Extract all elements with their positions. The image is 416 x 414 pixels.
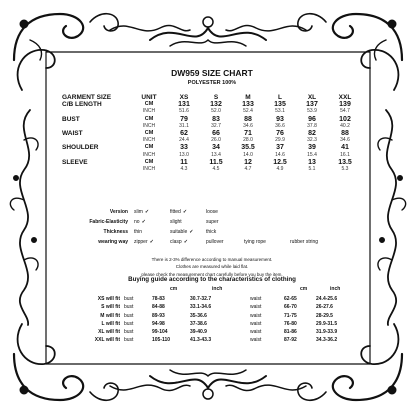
inch-value: 40.2	[340, 122, 350, 129]
garment-attributes	[62, 207, 362, 247]
check-icon: ✓	[141, 219, 146, 225]
cm-value: 83	[212, 115, 220, 123]
cm-value: 12.5	[273, 158, 287, 166]
attribute-option: fitted ✓	[170, 209, 188, 215]
table-row	[62, 108, 362, 115]
cm-value: 41	[341, 144, 349, 152]
attribute-option: no ✓	[134, 219, 146, 225]
attribute-option: slim ✓	[134, 209, 150, 215]
inch-value: 52.0	[211, 108, 221, 115]
fit-label: S will fit	[101, 304, 120, 311]
check-icon: ✓	[183, 239, 188, 245]
material-label: POLYESTER 100%	[187, 80, 237, 86]
fit-label: XXL will fit	[94, 337, 120, 344]
cm-value: 131	[178, 101, 190, 109]
table-row	[62, 137, 362, 144]
unit-cm: CM	[144, 115, 154, 122]
inch-value: 5.1	[308, 166, 316, 173]
attribute-label: Fabric-Elasticity	[89, 219, 128, 225]
attribute-option: slight	[170, 219, 182, 225]
header-size: S	[213, 94, 219, 101]
inch-value: 53.1	[275, 108, 285, 115]
attribute-option: pullover	[206, 239, 224, 245]
header-size: XXL	[338, 94, 352, 101]
table-row	[62, 123, 362, 130]
attribute-row	[62, 207, 362, 217]
cm-value: 37	[276, 144, 284, 152]
table-row	[62, 101, 362, 108]
fit-label: L will fit	[101, 320, 120, 327]
cm-value: 133	[242, 101, 254, 109]
cm-value: 62	[180, 130, 188, 138]
cm-value: 96	[308, 115, 316, 123]
attribute-label: Version	[109, 209, 128, 215]
cm-value: 102	[339, 115, 351, 123]
inch-value: 14.0	[243, 151, 253, 158]
inch-value: 32.3	[307, 137, 317, 144]
table-row: L will fit bust 94-98 37-38.6 waist 76-80 29.9-31.5	[62, 320, 362, 328]
header-size: XS	[179, 94, 189, 101]
chart-title: DW959 SIZE CHART	[171, 68, 253, 78]
measure-name: SLEEVE	[62, 158, 88, 166]
cm-value: 12	[244, 158, 252, 166]
guide-cm-header: cm	[300, 286, 308, 292]
attribute-option: clasp ✓	[170, 239, 188, 245]
check-icon: ✓	[182, 209, 188, 215]
table-row: M will fit bust 89-93 35-36.6 waist 71-75 28-29.5	[62, 312, 362, 320]
attribute-option: super	[206, 219, 219, 225]
unit-cm: CM	[144, 144, 154, 151]
inch-value: 4.3	[180, 166, 188, 173]
guide-cm-header: cm	[170, 286, 178, 292]
measure-name: WAIST	[62, 130, 83, 138]
table-row: XXL will fit bust 105-110 41.3-43.3 waist 87-92 34.3-36.2	[62, 336, 362, 344]
buying-guide-title: Buying guide according to the characteristics of clothing	[128, 276, 296, 283]
measure-name: BUST	[62, 115, 80, 123]
inch-value: 4.5	[212, 166, 220, 173]
table-row: XS will fit bust 78-83 30.7-32.7 waist 62-65 24.4-25.6	[62, 295, 362, 303]
fit-label: XL will fit	[98, 329, 120, 336]
header-size: XL	[307, 94, 317, 101]
attribute-option: loose	[206, 209, 218, 215]
inch-value: 34.6	[243, 122, 253, 129]
attribute-row	[62, 217, 362, 227]
attribute-option: suitable ✓	[170, 229, 194, 235]
inch-value: 31.1	[179, 122, 189, 129]
table-row	[62, 116, 362, 123]
cm-value: 39	[308, 144, 316, 152]
inch-value: 16.1	[340, 151, 350, 158]
attribute-option: tying rope	[244, 239, 266, 245]
unit-inch: INCH	[142, 151, 156, 158]
cm-value: 88	[341, 130, 349, 138]
cm-value: 135	[274, 101, 286, 109]
header-garment-size: GARMENT SIZE	[62, 94, 112, 101]
unit-inch: INCH	[142, 108, 156, 115]
inch-value: 37.8	[307, 122, 317, 129]
attribute-label: wearing way	[98, 239, 128, 245]
cm-value: 66	[212, 130, 220, 138]
header-unit: UNIT	[141, 94, 157, 101]
fit-label: M will fit	[100, 312, 120, 319]
inch-value: 4.9	[276, 166, 284, 173]
inch-value: 29.9	[275, 137, 285, 144]
inch-value: 54.7	[340, 108, 350, 115]
inch-value: 24.4	[179, 137, 189, 144]
inch-value: 36.6	[275, 122, 285, 129]
table-row	[62, 130, 362, 137]
header-size: M	[245, 94, 251, 101]
unit-cm: CM	[144, 130, 154, 137]
attribute-option: thick	[206, 229, 217, 235]
inch-value: 26.0	[211, 137, 221, 144]
attribute-row	[62, 227, 362, 237]
cm-value: 132	[210, 101, 222, 109]
cm-value: 13	[308, 158, 316, 166]
attribute-option: thin	[134, 229, 143, 235]
cm-value: 11	[180, 158, 188, 166]
unit-inch: INCH	[142, 122, 156, 129]
cm-value: 88	[244, 115, 252, 123]
measure-name: SHOULDER	[62, 144, 99, 152]
size-table	[62, 94, 362, 173]
cm-value: 137	[306, 101, 318, 109]
inch-value: 13.0	[179, 151, 189, 158]
attribute-option: zipper ✓	[134, 239, 154, 245]
table-row	[62, 159, 362, 166]
cm-value: 79	[180, 115, 188, 123]
size-table-header	[62, 94, 362, 101]
check-icon: ✓	[149, 239, 154, 245]
inch-value: 28.0	[243, 137, 253, 144]
inch-value: 52.4	[243, 108, 253, 115]
cm-value: 33	[180, 144, 188, 152]
table-row	[62, 166, 362, 173]
cm-value: 35.5	[241, 144, 255, 152]
measure-name: C/B LENGTH	[62, 101, 102, 109]
cm-value: 34	[212, 144, 220, 152]
inch-value: 53.9	[307, 108, 317, 115]
unit-cm: CM	[144, 158, 154, 165]
table-row: XL will fit bust 99-104 39-40.9 waist 81-86 31.9-33.9	[62, 328, 362, 336]
inch-value: 51.6	[179, 108, 189, 115]
inch-value: 32.7	[211, 122, 221, 129]
measurement-notes	[62, 256, 362, 278]
attribute-row	[62, 237, 362, 247]
table-row	[62, 152, 362, 159]
note-line: There is 2-3% difference according to manual measurement.	[151, 257, 273, 262]
table-row	[62, 144, 362, 151]
cm-value: 76	[276, 130, 284, 138]
check-icon: ✓	[144, 209, 150, 215]
attribute-label: Thickness	[103, 229, 128, 235]
unit-inch: INCH	[142, 137, 156, 144]
cm-value: 71	[244, 130, 252, 138]
cm-value: 139	[339, 101, 351, 109]
note-line: Clothes are measured while laid flat.	[175, 264, 249, 270]
note-line: please check the measurement chart carefully before you buy the item.	[141, 271, 283, 277]
table-row: S will fit bust 84-88 33.1-34.6 waist 66-70 26-27.6	[62, 303, 362, 311]
inch-value: 13.4	[211, 151, 221, 158]
guide-inch-header: inch	[330, 286, 341, 292]
unit-cm: CM	[144, 101, 154, 108]
fit-label: XS will fit	[97, 296, 120, 302]
cm-value: 93	[276, 115, 284, 123]
check-icon: ✓	[189, 229, 194, 235]
guide-inch-header: inch	[212, 286, 223, 292]
cm-value: 82	[308, 130, 316, 138]
header-size: L	[278, 94, 282, 101]
unit-inch: INCH	[142, 166, 156, 173]
inch-value: 15.4	[307, 151, 317, 158]
inch-value: 4.7	[244, 166, 252, 173]
inch-value: 34.6	[340, 137, 350, 144]
inch-value: 14.6	[275, 151, 285, 158]
cm-value: 13.5	[338, 158, 352, 166]
inch-value: 5.3	[341, 166, 349, 173]
attribute-option: rubber string	[290, 239, 319, 245]
cm-value: 11.5	[209, 158, 223, 166]
buying-guide-table	[62, 295, 362, 345]
